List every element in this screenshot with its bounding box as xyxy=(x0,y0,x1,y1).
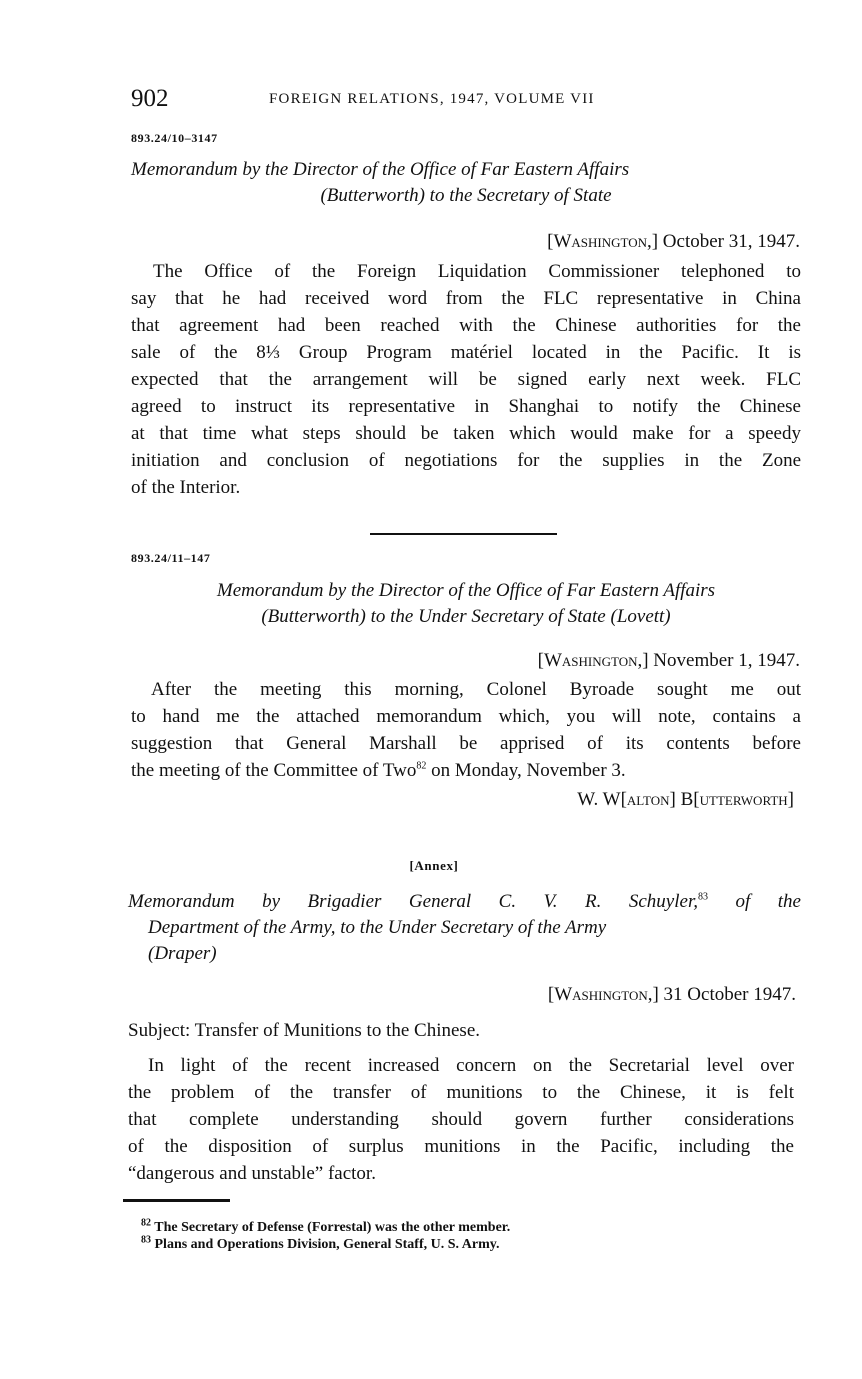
footnote-number: 83 xyxy=(141,1234,151,1246)
footnote-82 xyxy=(141,1219,510,1236)
doc1-body-line: The Office of the Foreign Liquidation Commissioner telephoned to xyxy=(153,261,801,282)
doc1-body-line: that agreement had been reached with the Chinese authorities for the xyxy=(131,315,801,336)
footnote-ref-82[interactable]: 82 xyxy=(416,760,427,772)
doc2-body-last-line xyxy=(131,757,801,784)
doc1-title-line-2: (Butterworth) to the Secretary of State xyxy=(320,185,612,206)
doc1-body-line: sale of the 8⅓ Group Program matériel located in the Pacific. It is xyxy=(131,342,801,363)
doc2-body xyxy=(131,676,801,784)
doc1-body-line: at that time what steps should be taken which would make for a speedy xyxy=(131,423,801,444)
signature-part: B xyxy=(680,789,694,810)
running-head: FOREIGN RELATIONS, 1947, VOLUME VII xyxy=(269,91,595,107)
doc2-title-line-2: (Butterworth) to the Under Secretary of State (Lovett) xyxy=(261,606,671,627)
signature-part: W. W xyxy=(577,789,621,810)
annex-body-line: of the disposition of surplus munitions in the Pacific, including the xyxy=(128,1136,794,1157)
annex-label: [Annex] xyxy=(409,858,459,873)
annex-title-line-3: (Draper) xyxy=(148,943,217,964)
annex-dateline: [Washington,] 31 October 1947. xyxy=(547,984,796,1005)
annex-title xyxy=(128,889,801,967)
footnote-number: 82 xyxy=(141,1217,151,1229)
doc2-title xyxy=(131,578,801,630)
doc2-file-number: 893.24/11–147 xyxy=(131,551,211,565)
annex-title-text: of the xyxy=(708,891,801,912)
annex-body xyxy=(128,1052,794,1187)
doc1-dateline: [Washington,] October 31, 1947. xyxy=(547,231,800,252)
doc1-body-line: agreed to instruct its representative in Shanghai to notify the Chinese xyxy=(131,396,801,417)
annex-title-line-2: Department of the Army, to the Under Secretary of the Army xyxy=(148,917,607,938)
doc1-title xyxy=(131,157,801,209)
section-divider xyxy=(370,533,557,535)
page-header xyxy=(131,84,801,114)
doc1-file-number: 893.24/10–3147 xyxy=(131,131,218,145)
footnote-83 xyxy=(141,1236,510,1253)
annex-dateline-place: Washington, xyxy=(554,984,653,1005)
annex-body-line: “dangerous and unstable” factor. xyxy=(128,1163,376,1184)
annex-title-text: Memorandum by Brigadier General C. V. R. Schuyler, xyxy=(128,891,698,912)
footnote-rule xyxy=(123,1199,230,1202)
annex-body-line: the problem of the transfer of munitions to the Chinese, it is felt xyxy=(128,1082,794,1103)
annex-title-line-1 xyxy=(128,889,801,915)
doc2-title-line-1: Memorandum by the Director of the Office of Far Eastern Affairs xyxy=(216,580,716,601)
doc1-body-line: initiation and conclusion of negotiations for the supplies in the Zone xyxy=(131,450,801,471)
doc2-body-line: the meeting of the Committee of Two xyxy=(131,760,417,781)
doc2-body-line: suggestion that General Marshall be apprised of its contents before xyxy=(131,733,801,754)
doc2-dateline-place: Washington, xyxy=(543,650,643,671)
doc2-body-line: to hand me the attached memorandum which, you will note, contains a xyxy=(131,706,801,727)
doc1-title-line-1: Memorandum by the Director of the Office of Far Eastern Affairs xyxy=(131,159,630,180)
doc2-dateline-date: November 1, 1947. xyxy=(653,650,800,671)
doc1-body-line: of the Interior. xyxy=(131,477,241,498)
signature-part: utterworth xyxy=(699,789,788,810)
doc2-dateline: [Washington,] November 1, 1947. xyxy=(537,650,800,671)
doc2-body-line: After the meeting this morning, Colonel Byroade sought me out xyxy=(151,679,801,700)
doc1-body-line: expected that the arrangement will be signed early next week. FLC xyxy=(131,369,801,390)
signature-part: alton xyxy=(626,789,670,810)
doc2-signature: W. W[alton] B[utterworth] xyxy=(577,789,794,810)
doc2-body-tail: on Monday, November 3. xyxy=(426,760,626,781)
doc1-body-line: say that he had received word from the FLC representative in China xyxy=(131,288,801,309)
annex-dateline-date: 31 October 1947. xyxy=(663,984,796,1005)
annex-subject: Subject: Transfer of Munitions to the Chinese. xyxy=(128,1020,481,1041)
footnote-ref-83[interactable]: 83 xyxy=(698,891,708,903)
annex-body-line: In light of the recent increased concern on the Secretarial level over xyxy=(148,1055,794,1076)
doc1-body xyxy=(131,258,801,501)
doc1-dateline-place: Washington, xyxy=(553,231,652,252)
page-number: 902 xyxy=(131,85,169,112)
footnotes xyxy=(141,1219,510,1253)
doc1-dateline-date: October 31, 1947. xyxy=(662,231,800,252)
footnote-text: Plans and Operations Division, General Staff, U. S. Army. xyxy=(154,1237,500,1252)
footnote-text: The Secretary of Defense (Forrestal) was the other member. xyxy=(154,1220,511,1235)
annex-body-line: that complete understanding should govern further considerations xyxy=(128,1109,794,1130)
